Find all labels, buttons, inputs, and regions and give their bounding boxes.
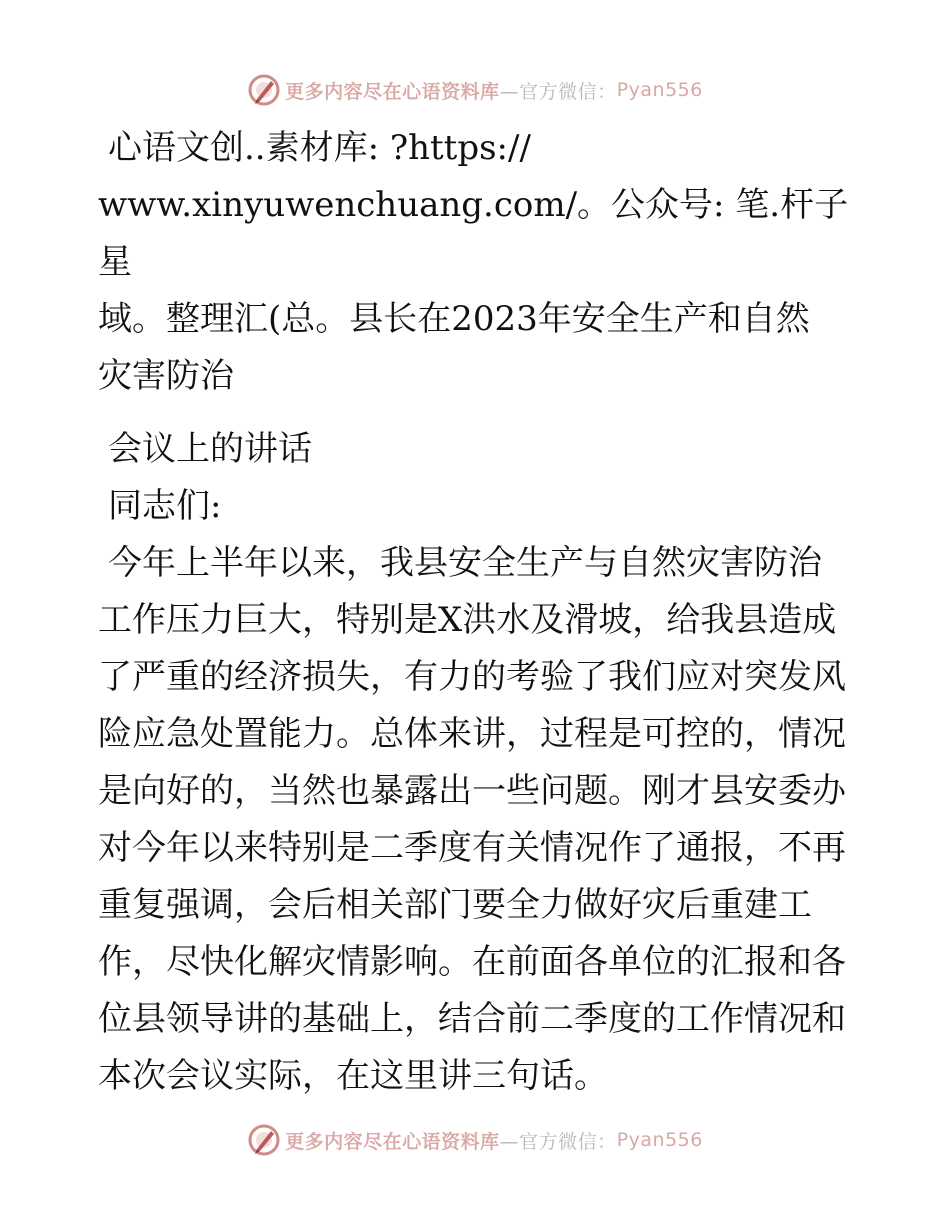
watermark-brand-text: 更多内容尽在心语资料库 bbox=[285, 1130, 500, 1153]
paragraph-line: 是向好的，当然也暴露出一些问题。刚才县安委办 bbox=[98, 771, 846, 811]
watermark-banner-top bbox=[0, 70, 950, 110]
document-title: 会议上的讲话 bbox=[108, 429, 312, 469]
body-paragraph bbox=[98, 535, 858, 1105]
watermark-official-text: —官方微信： bbox=[499, 1130, 617, 1153]
paragraph-line: 位县领导讲的基础上，结合前二季度的工作情况和 bbox=[98, 999, 846, 1039]
header-line: 心语文创..素材库: ?https:// bbox=[108, 128, 531, 168]
watermark-wechat-id: Pyan556 bbox=[616, 1129, 703, 1151]
watermark-wechat-id: Pyan556 bbox=[616, 79, 703, 101]
paragraph-line: 工作压力巨大，特别是X洪水及滑坡，给我县造成 bbox=[98, 600, 837, 640]
greeting: 同志们: bbox=[108, 486, 222, 526]
paragraph-line: 重复强调，会后相关部门要全力做好灾后重建工 bbox=[98, 885, 812, 925]
watermark-brand-text: 更多内容尽在心语资料库 bbox=[285, 80, 500, 103]
header-line: 域。整理汇(总。县长在2023年安全生产和自然 bbox=[98, 299, 810, 339]
pen-logo-icon bbox=[247, 73, 281, 107]
header-line: www.xinyuwenchuang.com/。公众号: 笔.杆子星 bbox=[98, 185, 849, 282]
paragraph-line: 今年上半年以来，我县安全生产与自然灾害防治 bbox=[108, 543, 822, 583]
watermark-banner-bottom bbox=[0, 1120, 950, 1160]
pen-logo-icon bbox=[247, 1123, 281, 1157]
paragraph-line: 对今年以来特别是二季度有关情况作了通报，不再 bbox=[98, 828, 846, 868]
paragraph-line: 本次会议实际，在这里讲三句话。 bbox=[98, 1056, 608, 1096]
document-content bbox=[98, 120, 858, 1105]
paragraph-line: 险应急处置能力。总体来讲，过程是可控的，情况 bbox=[98, 714, 846, 754]
header-line: 灾害防治 bbox=[98, 356, 234, 396]
watermark-official-text: —官方微信： bbox=[499, 80, 617, 103]
paragraph-line: 作，尽快化解灾情影响。在前面各单位的汇报和各 bbox=[98, 942, 846, 982]
document-header bbox=[98, 120, 858, 405]
paragraph-line: 了严重的经济损失，有力的考验了我们应对突发风 bbox=[98, 657, 846, 697]
